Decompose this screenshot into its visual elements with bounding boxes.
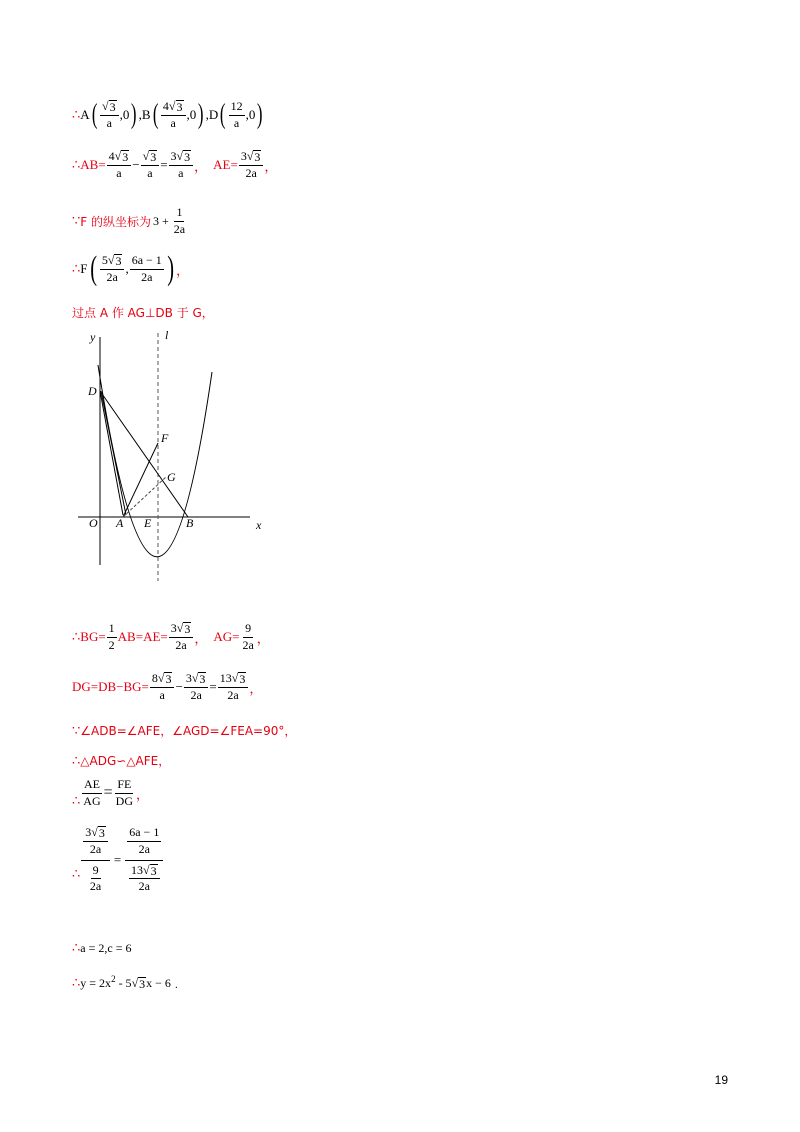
line-f-ordinate: ∵ F 的纵坐标为 3 + $\frac{1}{2a}$: [72, 205, 186, 236]
page-number: 19: [714, 1073, 728, 1087]
line-ab-ae: ∴ AB= 4 √ 3 a − √ 3 a = 3 √ 3 a ， AE= 3 √ 3 2a ，: [72, 149, 278, 180]
svg-text:G: G: [167, 470, 176, 484]
line-angles: ∵ ∠ADB=∠AFE，∠AGD=∠FEA=90°，: [72, 722, 297, 738]
segment-af: [123, 443, 158, 517]
line-ratio: ∴ $\frac{AE}{AG}$ = $\frac{FE}{DG}$ ，: [72, 777, 150, 808]
svg-text:E: E: [144, 516, 152, 530]
svg-text:O: O: [89, 516, 98, 530]
svg-text:D: D: [88, 384, 97, 398]
fraction: 4 √ 3 a: [161, 100, 186, 131]
line-dg: DG=DB−BG= 8 √ 3 a − 3 √ 3 2a = 13 √ 3 2a ，: [72, 671, 263, 702]
parabola-figure: [70, 325, 270, 583]
svg-text:x: x: [256, 518, 262, 532]
line-compound-fraction: ∴ 3 √ 3 2a $\frac{9}{2a}$ = $\frac{6a - 1}{2a}$ 13 √ 3 2a: [72, 826, 164, 894]
fraction: √ 3 a: [100, 100, 119, 131]
fraction: $\frac{12}{a}$: [230, 99, 243, 130]
therefore-symbol: ∴: [72, 107, 81, 123]
svg-text:F: F: [161, 431, 169, 445]
svg-text:B: B: [186, 516, 194, 530]
line-construct-ag: 过点 A 作 AG⊥DB 于 G，: [72, 306, 214, 320]
line-bg-ag: ∴ BG= $\frac{1}{2}$ AB=AE= 3 √ 3 2a ， AG= $\frac{9}{2a}$ ，: [72, 621, 270, 652]
line-a-c-values: ∴ a = 2,c = 6: [72, 940, 132, 955]
line-point-f: ∴ F ( 5 √ 3 2a , $\frac{6a - 1}{2a}$ ) ，: [72, 250, 190, 287]
svg-text:l: l: [165, 328, 169, 342]
svg-text:A: A: [116, 516, 124, 530]
svg-text:y: y: [90, 330, 96, 344]
line-final-equation: ∴ $y = 2x^2 - 5$ √ 3 x − 6 .: [72, 974, 178, 992]
segment-ag: [123, 477, 166, 517]
line-points-abd: ∴ A ( √ 3 a , 0 ) , B ( 4 √ 3 a , 0 ) , D ( $\frac{12}{a}$ , 0 ): [72, 99, 263, 131]
line-similar-triangles: ∴ △ADG∽△AFE，: [72, 752, 171, 768]
